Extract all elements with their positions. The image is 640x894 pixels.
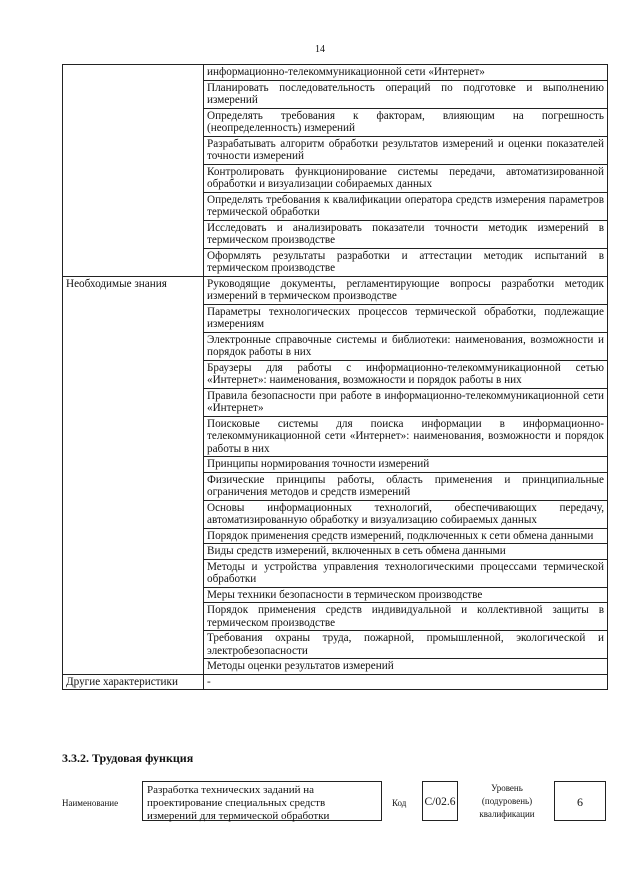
row-value: Виды средств измерений, включенных в сеть обмена данными: [204, 544, 608, 560]
row-value: Методы и устройства управления технологическими процессами термической обработки: [204, 559, 608, 587]
row-value: Основы информационных технологий, обеспечивающих передачу, автоматизированную обработку и визуализацию собираемых данных: [204, 500, 608, 528]
row-value: Меры техники безопасности в термическом производстве: [204, 587, 608, 603]
row-value: Разрабатывать алгоритм обработки результатов измерений и оценки показателей точности измерений: [204, 136, 608, 164]
requirements-table: [62, 64, 608, 690]
row-value: Контролировать функционирование системы передачи, автоматизированной обработки и визуализации собираемых данных: [204, 164, 608, 192]
page-number: 14: [315, 44, 325, 55]
function-name-box: Разработка технических заданий на проектирование специальных средств измерений для термической обработки: [142, 781, 382, 821]
row-value: Порядок применения средств измерений, подключенных к сети обмена данными: [204, 528, 608, 544]
row-value: -: [204, 674, 608, 690]
row-value: Исследовать и анализировать показатели точности методик измерений в термическом производстве: [204, 220, 608, 248]
row-value: Физические принципы работы, область применения и принципиальные ограничения методов и средств измерений: [204, 472, 608, 500]
row-value: Руководящие документы, регламентирующие вопросы разработки методик измерений в термическом производстве: [204, 276, 608, 304]
row-value: Браузеры для работы с информационно-телекоммуникационной сетью «Интернет»: наименования, возможности и порядок работы в них: [204, 360, 608, 388]
row-label: Другие характеристики: [63, 674, 204, 690]
knowledge-row: [63, 276, 608, 304]
row-value: Методы оценки результатов измерений: [204, 659, 608, 675]
row-value: Принципы нормирования точности измерений: [204, 457, 608, 473]
row-label: [63, 65, 204, 277]
skills-row: [63, 65, 608, 81]
row-value: Параметры технологических процессов термической обработки, подлежащие измерениям: [204, 304, 608, 332]
labor-function-row: [62, 778, 608, 828]
row-label: Необходимые знания: [63, 276, 204, 674]
row-value: Определять требования к факторам, влияющим на погрешность (неопределенность) измерений: [204, 108, 608, 136]
row-value: Поисковые системы для поиска информации в информационно-телекоммуникационной сети «Интернет»: наименования, возможности и порядок работы в них: [204, 416, 608, 457]
other-characteristics-row: [63, 674, 608, 690]
row-value: Правила безопасности при работе в информационно-телекоммуникационной сети «Интернет»: [204, 388, 608, 416]
section-title: 3.3.2. Трудовая функция: [62, 751, 194, 765]
row-value: Планировать последовательность операций по подготовке и выполнению измерений: [204, 80, 608, 108]
row-value: Определять требования к квалификации оператора средств измерения параметров термической обработки: [204, 192, 608, 220]
qualification-level-label: Уровень (подуровень) квалификации: [479, 783, 535, 819]
code-label: Код: [392, 798, 407, 808]
name-label: Наименование: [62, 798, 119, 808]
function-code-box: C/02.6: [422, 781, 458, 821]
row-value: Требования охраны труда, пожарной, промышленной, экологической и электробезопасности: [204, 631, 608, 659]
row-value: Оформлять результаты разработки и аттестации методик испытаний в термическом производстве: [204, 248, 608, 276]
row-value: информационно-телекоммуникационной сети «Интернет»: [204, 65, 608, 81]
qualification-level-box: 6: [554, 781, 606, 821]
row-value: Электронные справочные системы и библиотеки: наименования, возможности и порядок работы в них: [204, 332, 608, 360]
row-value: Порядок применения средств индивидуальной и коллективной защиты в термическом производстве: [204, 603, 608, 631]
